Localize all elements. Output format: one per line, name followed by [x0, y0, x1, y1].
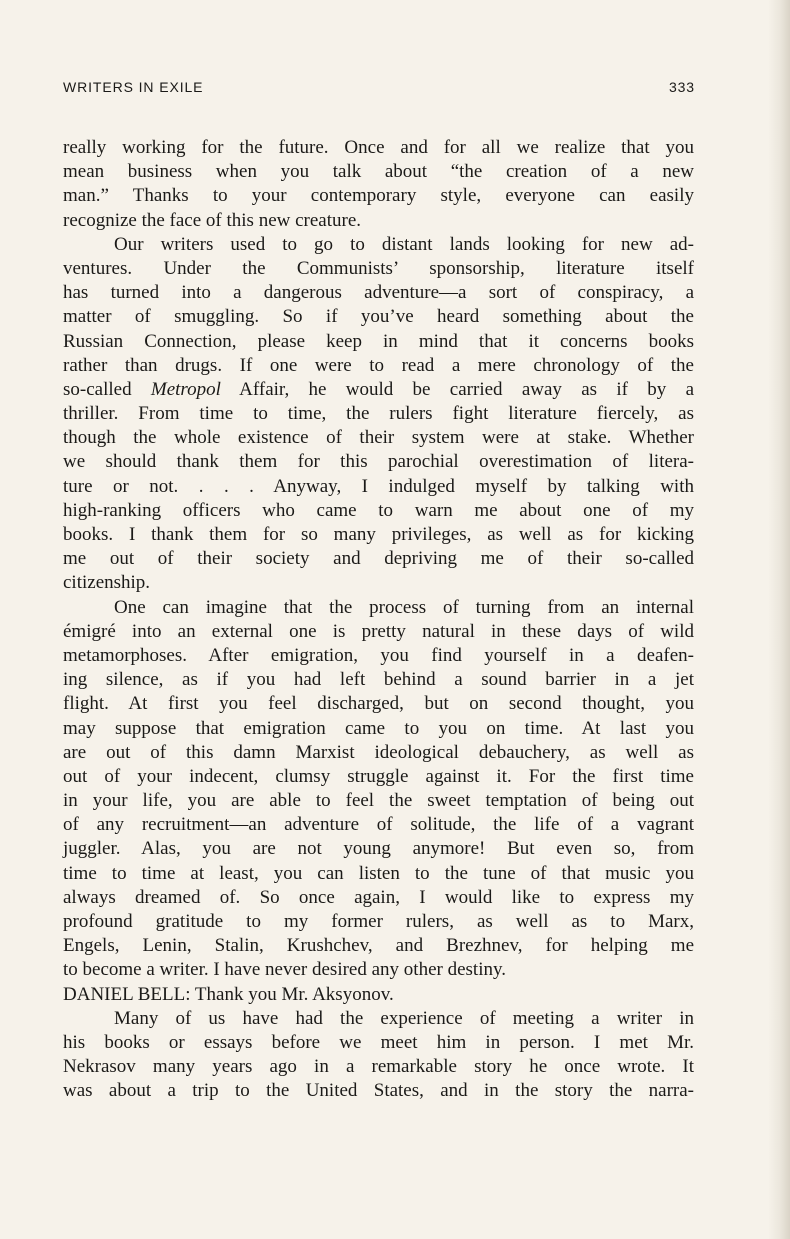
text-segment: Affair, he would be carried away as if by a — [220, 378, 694, 400]
text-line: One can imagine that the process of turning from an internal — [114, 596, 694, 618]
text-line: though the whole existence of their system were at stake. Whether — [63, 427, 694, 449]
text-line: time to time at least, you can listen to the tune of that music you — [63, 862, 694, 884]
text-line: me out of their society and depriving me of their so-called — [63, 548, 694, 570]
text-line: we should thank them for this parochial overestimation of litera- — [63, 451, 694, 473]
text-line: juggler. Alas, you are not young anymore! But even so, from — [63, 838, 694, 860]
text-line: man.” Thanks to your contemporary style, everyone can easily — [63, 185, 694, 207]
text-line: are out of this damn Marxist ideological debauchery, as well as — [63, 741, 694, 763]
text-line: émigré into an external one is pretty natural in these days of wild — [63, 620, 694, 642]
page-number: 333 — [668, 79, 695, 95]
text-line: really working for the future. Once and for all we realize that you — [63, 137, 694, 158]
text-line: ventures. Under the Communists’ sponsorship, literature itself — [63, 257, 694, 279]
text-segment: so-called — [63, 378, 151, 400]
text-line: Engels, Lenin, Stalin, Krushchev, and Brezhnev, for helping me — [63, 935, 694, 957]
text-line: was about a trip to the United States, and in the story the narra- — [63, 1080, 694, 1102]
running-title: WRITERS IN EXILE — [63, 79, 204, 95]
page-edge-shadow — [768, 0, 790, 1239]
text-line: Nekrasov many years ago in a remarkable story he once wrote. It — [63, 1056, 694, 1078]
text-line: of any recruitment—an adventure of solitude, the life of a vagrant — [63, 814, 694, 836]
running-head — [63, 79, 695, 95]
text-line: citizenship. — [63, 572, 151, 594]
text-line — [63, 378, 694, 402]
text-line: flight. At first you feel discharged, but on second thought, you — [63, 693, 694, 715]
body-text — [63, 136, 694, 1104]
text-line: always dreamed of. So once again, I would like to express my — [63, 886, 694, 908]
text-line: may suppose that emigration came to you on time. At last you — [63, 717, 694, 739]
text-line: recognize the face of this new creature. — [63, 209, 362, 231]
text-line: books. I thank them for so many privileges, as well as for kicking — [63, 524, 694, 545]
text-line: ture or not. . . . Anyway, I indulged myself by talking with — [63, 475, 694, 497]
text-line: ing silence, as if you had left behind a sound barrier in a jet — [63, 669, 694, 691]
text-line: Many of us have had the experience of meeting a writer in — [114, 1007, 694, 1029]
text-line: metamorphoses. After emigration, you find yourself in a deafen- — [63, 644, 694, 666]
text-line: out of your indecent, clumsy struggle against it. For the first time — [63, 765, 694, 787]
text-line: has turned into a dangerous adventure—a sort of conspiracy, a — [63, 282, 694, 304]
text-line: Russian Connection, please keep in mind that it concerns books — [63, 330, 694, 352]
italic-title: Metropol — [150, 378, 221, 400]
text-line: rather than drugs. If one were to read a mere chronology of the — [63, 354, 694, 376]
text-line: thriller. From time to time, the rulers fight literature fiercely, as — [63, 403, 694, 425]
text-line: to become a writer. I have never desired any other destiny. — [63, 959, 506, 981]
text-line: mean business when you talk about “the creation of a new — [63, 161, 694, 183]
text-line: high-ranking officers who came to warn me about one of my — [63, 499, 694, 521]
text-line: in your life, you are able to feel the sweet temptation of being out — [63, 790, 694, 812]
text-line: matter of smuggling. So if you’ve heard something about the — [63, 306, 694, 328]
text-line: DANIEL BELL: Thank you Mr. Aksyonov. — [63, 983, 394, 1005]
text-line: Our writers used to go to distant lands looking for new ad- — [114, 233, 694, 255]
text-line: profound gratitude to my former rulers, as well as to Marx, — [63, 911, 694, 932]
text-line: his books or essays before we meet him in person. I met Mr. — [63, 1031, 694, 1053]
